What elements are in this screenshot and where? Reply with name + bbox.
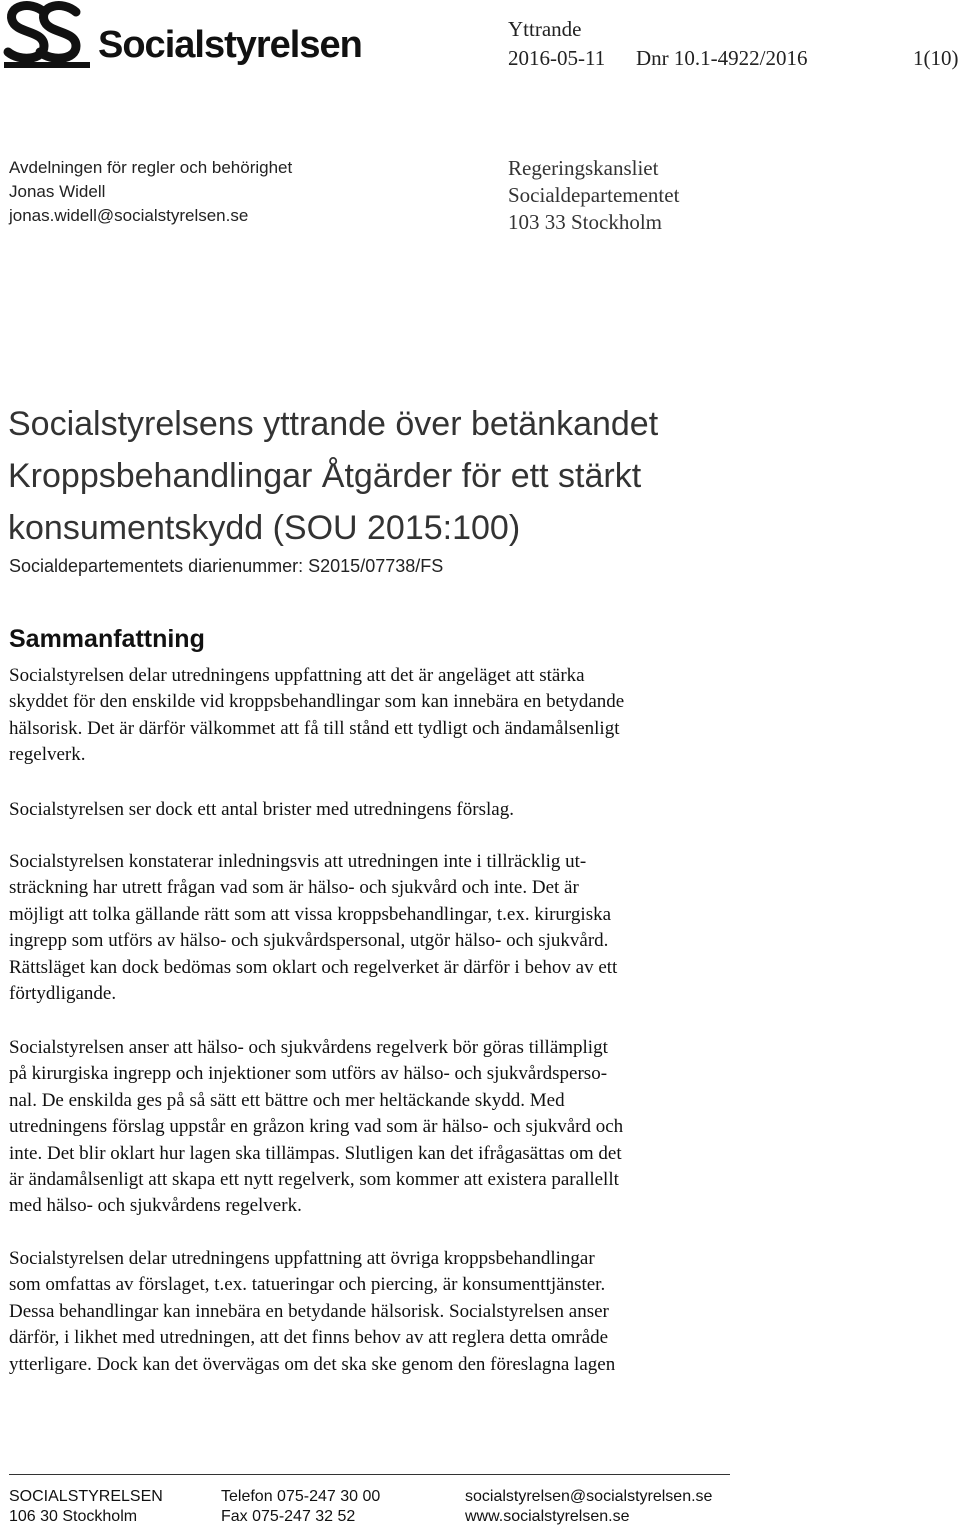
paragraph-line: utredningens förslag uppstår en gråzon kring vad som är hälso- och sjukvård och: [9, 1116, 624, 1138]
paragraph-line: möjligt att tolka gällande rätt som att vissa kroppsbehandlingar, t.ex. kirurgiska: [9, 903, 612, 925]
footer-address: 106 30 Stockholm: [9, 1508, 138, 1525]
summary-paragraph: [9, 1246, 749, 1378]
paragraph-line: regelverk.: [9, 744, 86, 766]
footer-email[interactable]: socialstyrelsen@socialstyrelsen.se: [465, 1488, 713, 1505]
paragraph-line: med hälso- och sjukvårdens regelverk.: [9, 1195, 302, 1217]
title-line: Socialstyrelsens yttrande över betänkandet: [8, 405, 659, 443]
logo-wordmark: Socialstyrelsen: [98, 24, 362, 66]
title-line: Kroppsbehandlingar Åtgärder för ett stärkt: [8, 457, 642, 495]
footer-fax: Fax 075-247 32 52: [221, 1508, 356, 1525]
document-title: [8, 398, 948, 554]
paragraph-line: förtydligande.: [9, 983, 117, 1005]
recipient-line: 103 33 Stockholm: [508, 210, 663, 234]
document-type: Yttrande: [508, 17, 582, 41]
recipient-line: Socialdepartementet: [508, 183, 680, 207]
paragraph-line: som omfattas av förslaget, t.ex. tatueringar och piercing, är konsumenttjänster.: [9, 1274, 606, 1296]
page-number: 1(10): [913, 46, 959, 70]
footer-website[interactable]: www.socialstyrelsen.se: [465, 1508, 630, 1525]
sender-name: Jonas Widell: [9, 182, 106, 201]
recipient-line: Regeringskansliet: [508, 156, 659, 180]
footer-phone: Telefon 075-247 30 00: [221, 1488, 381, 1505]
paragraph-line: därför, i likhet med utredningen, att det finns behov av att reglera detta område: [9, 1327, 609, 1349]
document-dnr: Dnr 10.1-4922/2016: [636, 46, 808, 70]
paragraph-line: hälsorisk. Det är därför välkommet att få till stånd ett tydligt och ändamålsenligt: [9, 717, 620, 739]
paragraph-line: inte. Det blir oklart hur lagen ska tillämpas. Slutligen kan det ifrågasättas om det: [9, 1142, 622, 1164]
summary-paragraph: [9, 797, 749, 823]
paragraph-line: Socialstyrelsen delar utredningens uppfattning att övriga kroppsbehandlingar: [9, 1248, 595, 1269]
paragraph-line: nal. De enskilda ges på så sätt ett bättre och mer heltäckande skydd. Med: [9, 1089, 565, 1111]
footer-divider: [9, 1474, 730, 1475]
paragraph-line: är ändamålsenligt att skapa ett nytt regelverk, som kommer att existera parallellt: [9, 1169, 619, 1191]
summary-heading: Sammanfattning: [9, 625, 205, 653]
footer-org: SOCIALSTYRELSEN: [9, 1488, 163, 1505]
diarienummer: Socialdepartementets diarienummer: S2015/07738/FS: [9, 556, 444, 576]
paragraph-line: Socialstyrelsen ser dock ett antal brister med utredningens förslag.: [9, 799, 514, 820]
paragraph-line: Socialstyrelsen anser att hälso- och sjukvårdens regelverk bör göras tillämpligt: [9, 1037, 608, 1058]
paragraph-line: Socialstyrelsen konstaterar inledningsvis att utredningen inte i tillräcklig ut-: [9, 851, 587, 872]
paragraph-line: sträckning har utrett frågan vad som är hälso- och sjukvård och inte. Det är: [9, 877, 579, 899]
sender-department: Avdelningen för regler och behörighet: [9, 158, 293, 177]
paragraph-line: Rättsläget kan dock bedömas som oklart och regelverket är därför i behov av ett: [9, 956, 618, 978]
sender-email[interactable]: jonas.widell@socialstyrelsen.se: [9, 206, 249, 225]
paragraph-line: Dessa behandlingar kan innebära en betydande hälsorisk. Socialstyrelsen anser: [9, 1300, 609, 1322]
summary-paragraph: [9, 663, 749, 769]
summary-paragraph: [9, 849, 749, 1007]
title-line: konsumentskydd (SOU 2015:100): [8, 509, 521, 547]
paragraph-line: ytterligare. Dock kan det övervägas om det ska ske genom den föreslagna lagen: [9, 1353, 616, 1375]
summary-paragraph: [9, 1035, 749, 1220]
paragraph-line: ingrepp som utförs av hälso- och sjukvårdspersonal, utgör hälso- och sjukvård.: [9, 930, 609, 952]
paragraph-line: på kirurgiska ingrepp och injektioner som utförs av hälso- och sjukvårdsperso-: [9, 1063, 608, 1085]
document-date: 2016-05-11: [508, 46, 606, 70]
paragraph-line: Socialstyrelsen delar utredningens uppfattning att det är angeläget att stärka: [9, 665, 585, 686]
paragraph-line: skyddet för den enskilde vid kroppsbehandlingar som kan innebära en betydande: [9, 691, 625, 713]
